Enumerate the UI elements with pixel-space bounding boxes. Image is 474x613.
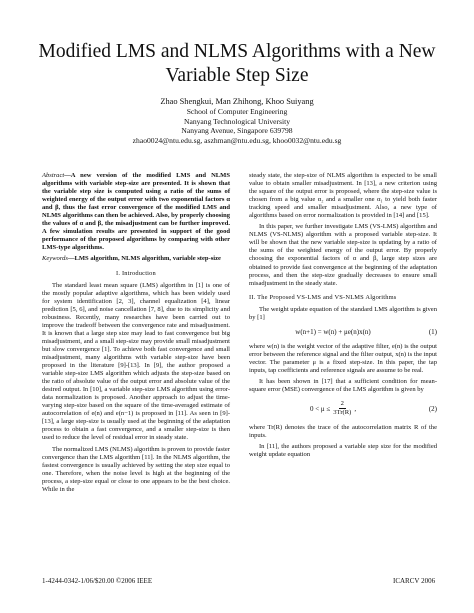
equation-2-number: (2) xyxy=(428,404,437,413)
affiliation-line-2: Nanyang Technological University xyxy=(183,116,291,126)
abstract-label: Abstract xyxy=(42,172,65,179)
equation-2-denominator: 3Tr(R) xyxy=(333,409,352,417)
abstract-text: —A new version of the modified LMS and NLMS algorithms with variable step-size are presented. It is shown that the variable step size is computed using a ratio of the sums of weighted energy of the output error with two exponential factors α and β, thus the fast error convergence of the modified LMS and NLMS algorithms can then be achieved. Also, by properly choosing the values of α and β, the misadjustment can be further improved. A few simulation results are presented in support of the good performance of the proposed algorithms by comparing with other LMS-type algorithms. xyxy=(42,172,230,252)
equation-2-end: , xyxy=(354,404,357,413)
title-line-1: Modified LMS and NLMS Algorithms with a New xyxy=(38,41,436,62)
right-paragraph-3: The weight update equation of the standard LMS algorithm is given by [1] xyxy=(249,305,437,321)
author-emails: zhao0024@ntu.edu.sg, aszhman@ntu.edu.sg, khoo0032@ntu.edu.sg xyxy=(132,135,342,145)
equation-2 xyxy=(249,400,437,417)
left-column xyxy=(42,172,230,497)
keywords-label: Keywords xyxy=(42,255,68,263)
affiliation-line-1: School of Computer Engineering xyxy=(186,107,288,116)
right-paragraph-5: It has been shown in [17] that a sufficient condition for mean-square error (MSE) convergence of the LMS algorithm is given by xyxy=(249,378,437,394)
title-line-2: Variable Step Size xyxy=(165,65,309,86)
right-paragraph-1: steady state, the step-size of NLMS algorithm is expected to be small value to obtain smaller misadjustment. In [13], a new criterion using the square of the output error is proposed, where the step-size value is chosen from a big value α₂ and a smaller one α₁ to yield both faster tracking speed and smaller misadjustment. Also, a new type of algorithms based on error normalization is provided in [14] and [15]. xyxy=(249,172,437,220)
footer-conference: ICARCV 2006 xyxy=(393,577,436,585)
right-paragraph-6: where Tr(R) denotes the trace of the autocorrelation matrix R of the inputs. xyxy=(249,424,437,440)
section-1-heading: I. Introduction xyxy=(116,269,156,277)
right-paragraph-2: In this paper, we further investigate LMS (VS-LMS) algorithm and NLMS (VS-NLMS) algorithm with a proposed variable step-size. It will be shown that the new variable step-size is updating by a ratio of the sums of the weighted energy of the output error. By properly choosing the exponential factors of α and β, large step sizes are obtained to provide fast convergence at the beginning of the adaptation process, and then the step-size gradually decreases to ensure small misadjustment in the steady state. xyxy=(249,223,437,287)
equation-1-formula: w(n+1) = w(n) + μe(n)x(n) xyxy=(295,327,371,336)
section-2-heading: II. The Proposed VS-LMS and VS-NLMS Algorithms xyxy=(249,293,397,301)
equation-2-formula xyxy=(249,400,417,417)
right-column xyxy=(249,172,437,462)
author-block xyxy=(60,96,414,145)
abstract xyxy=(42,172,230,252)
author-names: Zhao Shengkui, Man Zhihong, Khoo Suiyang xyxy=(160,97,314,106)
keywords xyxy=(42,255,230,263)
equation-1 xyxy=(249,328,437,336)
intro-paragraph-2: The normalized LMS (NLMS) algorithm is proven to provide faster convergence than the LMS algorithm [11]. In the NLMS algorithm, the fastest convergence is usually achieved by setting the step size equal to one. Therefore, when the noise level is high at the beginning of the process, a step-size equal or close to one appears to be the best choice. While in the xyxy=(42,445,230,493)
equation-2-numerator: 2 xyxy=(340,400,344,408)
paper-title xyxy=(20,40,454,88)
affiliation-line-3: Nanyang Avenue, Singapore 639798 xyxy=(181,126,293,136)
intro-paragraph-1: The standard least mean square (LMS) algorithm in [1] is one of the mostly popular adaptive algorithms, which has been widely used for system identification [2, 3], channel equalization [4], linear prediction [5, 6], and noise cancellation [7, 8], due to its simplicity and robustness. Recently, many researches have been carried out to improve the tradeoff between the convergence rate and misadjustment. It is known that a large step size may lead to fast convergence but big misadjustment, and a small step-size may provide small misadjustment but slow convergence [1]. To achieve both fast convergence and small misadjustment, many algorithms with variable step-size have been proposed in the literature [9]-[13]. In [9], the author proposed a variable step-size LMS algorithm which adjusts the step-size based on the ratio of absolute value of the output error and absolute value of the desired output. In [10], a variable step-size LMS algorithm using error-data normalization is proposed. Another approach to adjust the time-varying step-size based on the square of the time-averaged estimate of autocorrelation of e(n) and e(n−1) is proposed in [11]. As seen in [9]-[13], a large step-size is usually used at the beginning of the adaptation process to obtain a fast convergence, and a smaller step-size is then used to reduce the level of residual error in steady state. xyxy=(42,281,230,442)
equation-1-number: (1) xyxy=(428,327,437,336)
footer-isbn: 1-4244-0342-1/06/$20.00 ©2006 IEEE xyxy=(42,577,153,585)
equation-2-left: 0 < μ ≤ xyxy=(309,404,331,413)
right-paragraph-7: In [11], the authors proposed a variable step size for the modified weight update equation xyxy=(249,443,437,459)
equation-2-fraction xyxy=(333,400,351,417)
keywords-text: —LMS algorithm, NLMS algorithm, variable step-size xyxy=(67,255,221,263)
right-paragraph-4: where w(n) is the weight vector of the adaptive filter, e(n) is the output error between the reference signal and the filter output, x(n) is the input vector. The parameter μ is a fixed step-size. In this paper, the tap inputs, tap coefficients and reference signals are assume to be real. xyxy=(249,342,437,374)
